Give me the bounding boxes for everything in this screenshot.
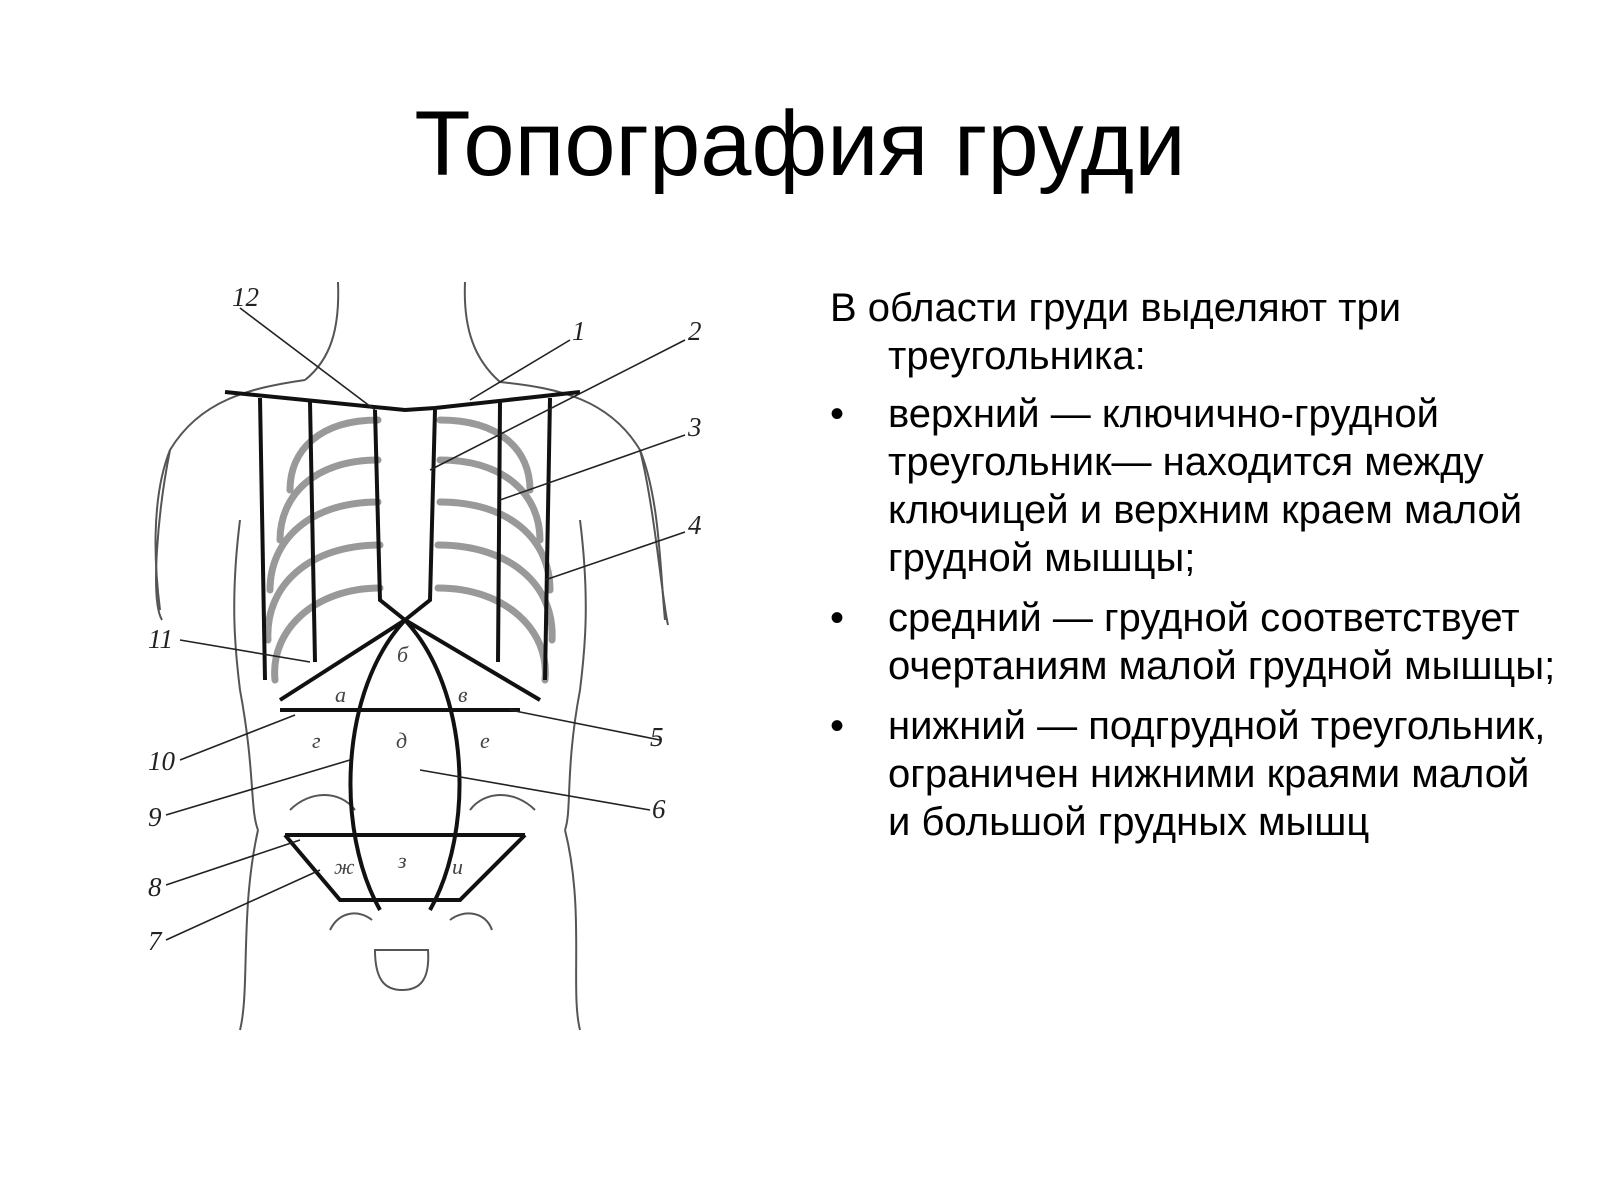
bullet-item-lower	[830, 702, 1560, 846]
text-block	[830, 284, 1560, 858]
bullet-text: средний — грудной соответствует очертаниям малой грудной мышцы;	[888, 596, 1556, 688]
bullet-list	[830, 390, 1560, 846]
figure-label-2: 2	[688, 316, 702, 346]
zone-label-zh: ж	[334, 854, 355, 879]
figure-label-3: 3	[688, 412, 702, 442]
thorax-drawing	[140, 270, 740, 1090]
neck-outline	[305, 282, 338, 380]
zone-label-g: г	[312, 728, 321, 753]
figure-label-6: 6	[652, 794, 666, 824]
zone-label-d: д	[396, 728, 408, 753]
zone-label-z: з	[398, 848, 407, 873]
bullet-item-middle	[830, 594, 1560, 690]
body-outline	[156, 380, 305, 610]
figure-label-11: 11	[148, 624, 173, 654]
bullet-text: верхний — ключично-грудной треугольник— находится между ключицей и верхним краем малой грудной мышцы;	[888, 392, 1523, 580]
figure-label-1: 1	[572, 316, 586, 346]
leader-lines	[166, 308, 685, 940]
figure-label-8: 8	[148, 872, 162, 902]
zone-label-e: е	[480, 728, 490, 753]
figure-label-4: 4	[688, 510, 702, 540]
figure-label-9: 9	[148, 802, 162, 832]
slide-title: Топография груди	[414, 93, 1186, 195]
costal-arch	[280, 620, 540, 700]
intro-paragraph: В области груди выделяют три треугольника:	[830, 286, 1402, 378]
sternum	[375, 410, 435, 620]
clavicle-line	[225, 392, 580, 410]
zone-label-v: в	[458, 682, 468, 707]
bullet-text: нижний — подгрудной треугольник, ограничен нижними краями малой и большой грудных мышц	[888, 704, 1546, 844]
zone-label-a: а	[335, 682, 346, 707]
thorax-topography-figure	[140, 270, 740, 1090]
figure-label-7: 7	[148, 926, 162, 956]
figure-label-10: 10	[148, 746, 175, 776]
figure-label-12: 12	[232, 282, 259, 312]
bullet-icon: •	[830, 704, 845, 748]
bullet-icon: •	[830, 596, 845, 640]
bullet-icon: •	[830, 392, 845, 436]
bullet-item-upper	[830, 390, 1560, 582]
zone-label-b: б	[397, 642, 409, 667]
figure-label-5: 5	[650, 722, 664, 752]
zone-label-i: и	[452, 854, 463, 879]
